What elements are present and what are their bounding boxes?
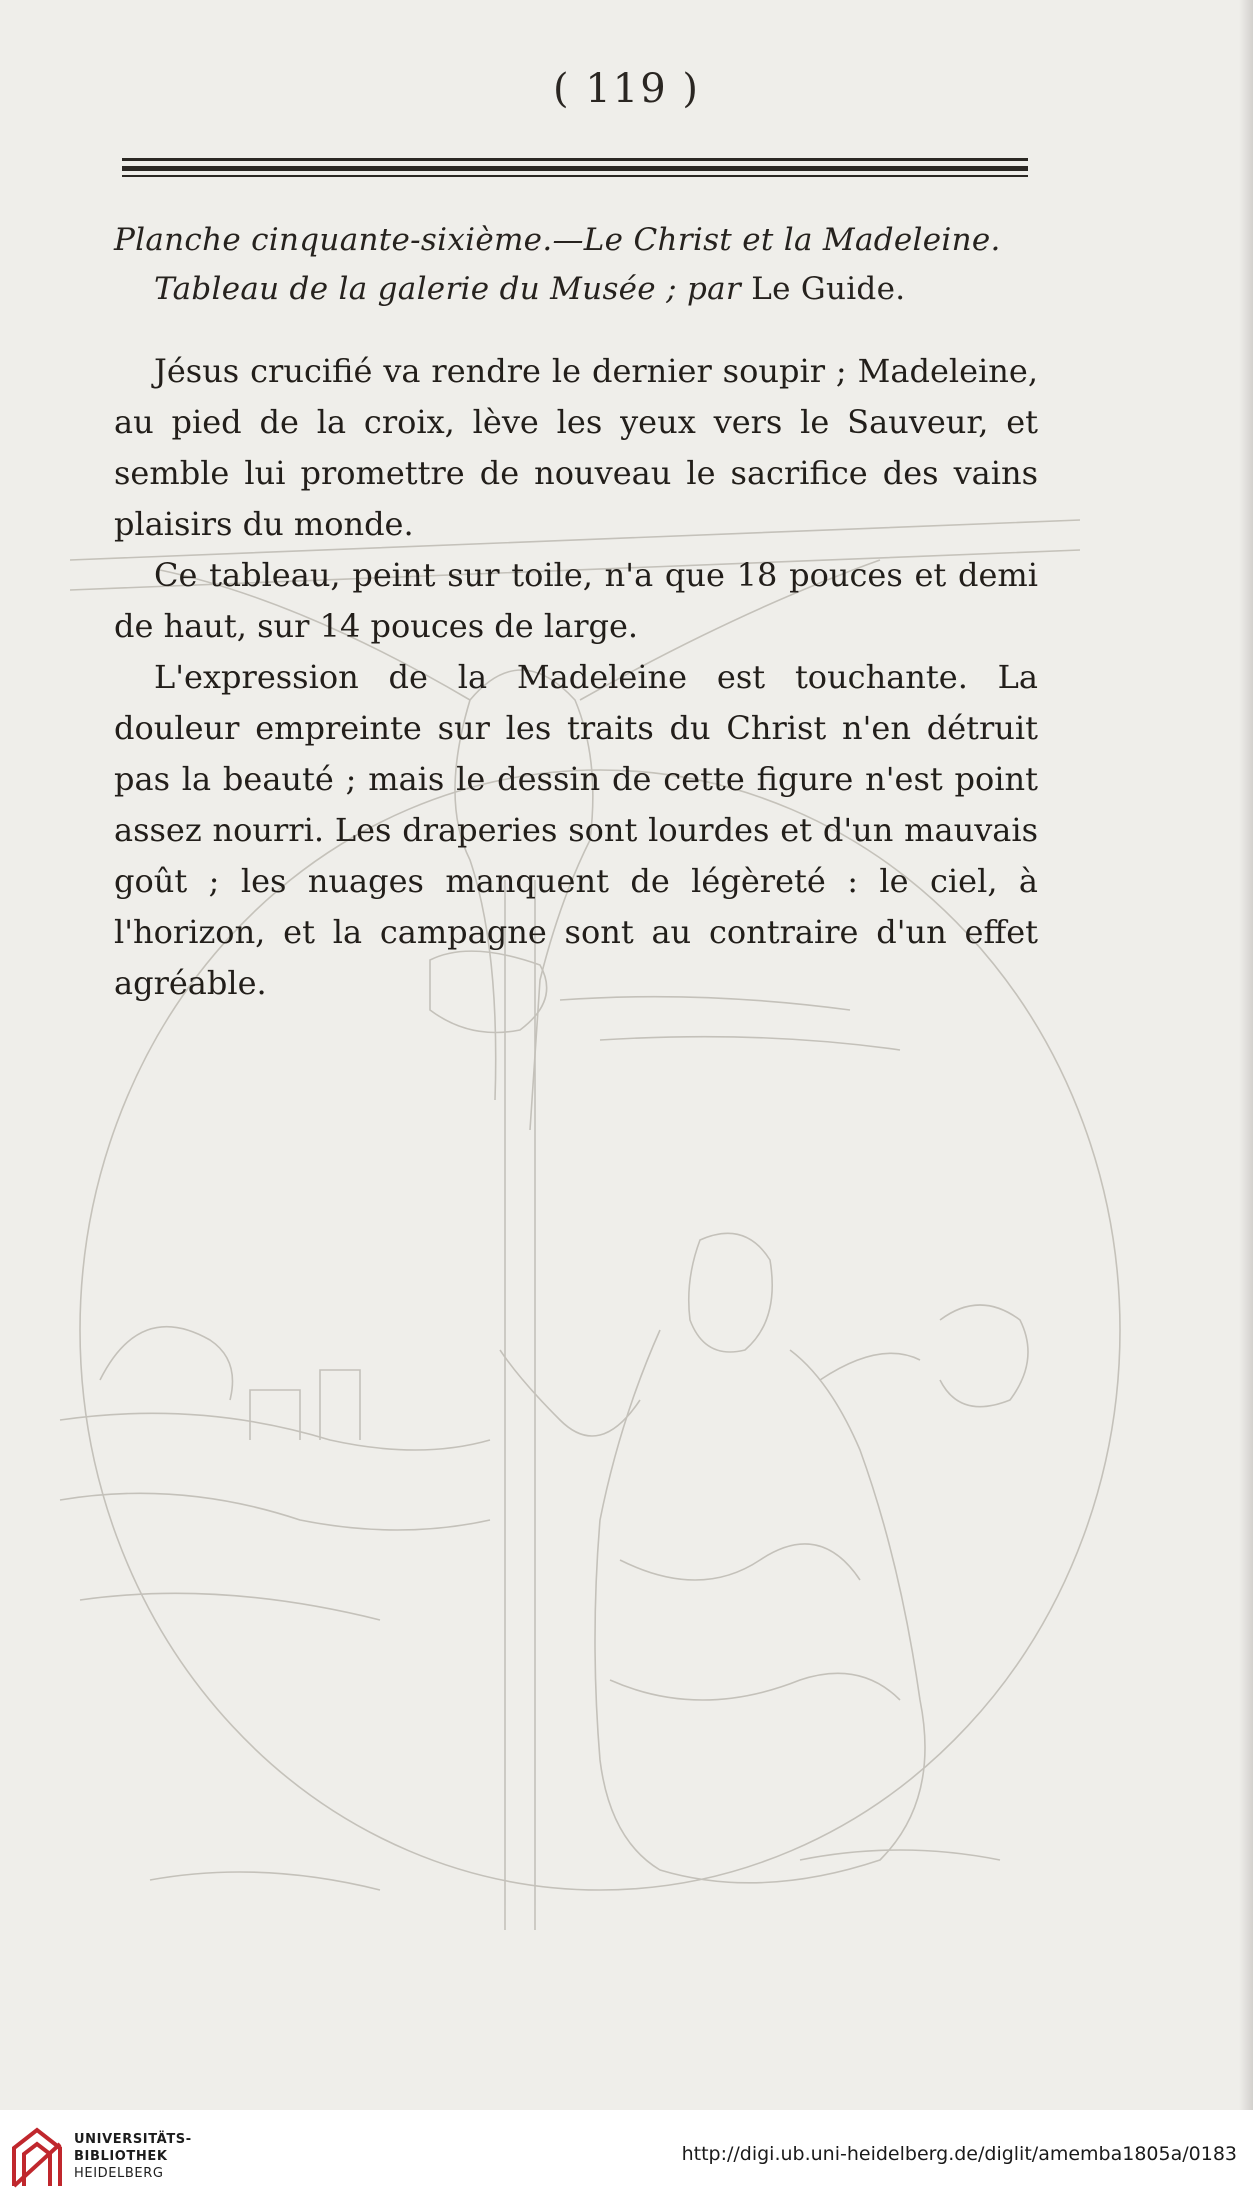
logo-text-line2: BIBLIOTHEK — [74, 2149, 168, 2164]
plate-caption-line1: Planche cinquante-sixième.—Le Christ et la Madeleine. — [114, 222, 1001, 258]
paragraph-3: L'expression de la Madeleine est touchante. La douleur empreinte sur les traits du Christ n'en détruit pas la beauté ; mais le dessin de cette figure n'est point assez nourri. Les draperies sont lourdes et d'un mauvais goût ; les nuages manquent de légèreté : le ciel, à l'horizon, et la campagne sont au contraire d'un effet agréable. — [114, 658, 1038, 1002]
paragraph-2: Ce tableau, peint sur toile, n'a que 18 pouces et demi de haut, sur 14 pouces de large. — [114, 556, 1038, 645]
header-rule-bottom — [122, 175, 1028, 177]
body-text — [114, 346, 1038, 1009]
paragraph-1: Jésus crucifié va rendre le dernier soupir ; Madeleine, au pied de la croix, lève les yeux vers le Sauveur, et semble lui promettre de nouveau le sacrifice des vains plaisirs du monde. — [114, 352, 1038, 543]
page-edge-shadow — [1239, 0, 1253, 2110]
source-url-link[interactable]: http://digi.ub.uni-heidelberg.de/diglit/amemba1805a/0183 — [681, 2143, 1237, 2165]
footer-bar — [0, 2110, 1253, 2204]
caption-italic-text: Tableau de la galerie du Musée ; par — [154, 271, 742, 307]
header-rule-top — [122, 158, 1028, 161]
logo-text-line3: HEIDELBERG — [74, 2166, 164, 2181]
page-number: ( 119 ) — [553, 66, 700, 112]
plate-caption-line2 — [154, 271, 1084, 307]
logo-text-line1: UNIVERSITÄTS- — [74, 2132, 192, 2147]
university-library-logo-icon — [10, 2124, 64, 2190]
caption-author: Le Guide. — [751, 271, 906, 307]
header-rule-middle — [122, 166, 1028, 171]
